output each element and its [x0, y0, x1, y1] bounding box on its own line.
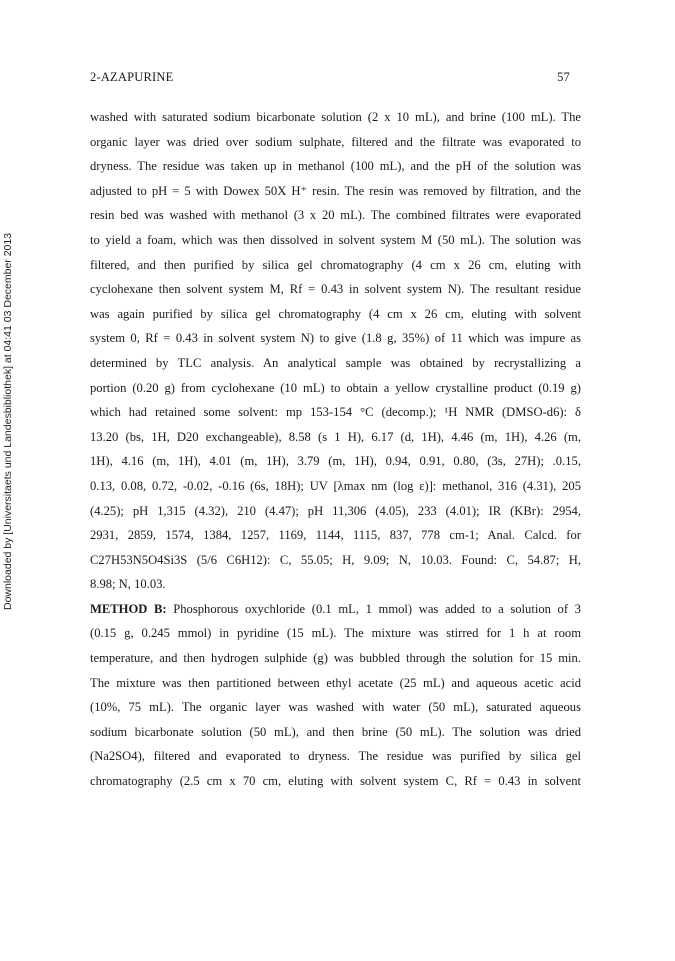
text-line: system 0, Rf = 0.43 in solvent system N) to give (1.8 g, 35%) of 11 which was impure as [90, 331, 581, 346]
text-line-rest: Phosphorous oxychloride (0.1 mL, 1 mmol) was added to a solution of 3 [173, 601, 581, 616]
text-line: organic layer was dried over sodium sulphate, filtered and the filtrate was evaporated to [90, 134, 581, 149]
page-number: 57 [557, 70, 570, 84]
body-text [90, 105, 581, 794]
text-line: was again purified by silica gel chromatography (4 cm x 26 cm, eluting with solvent [90, 306, 581, 321]
text-line: determined by TLC analysis. An analytical sample was obtained by recrystallizing a [90, 355, 581, 370]
text-line: 1H), 4.16 (m, 1H), 4.01 (m, 1H), 3.79 (m, 1H), 0.94, 0.91, 0.80, (3s, 27H); .0.15, [90, 454, 581, 469]
text-line: which had retained some solvent: mp 153-154 °C (decomp.); ¹H NMR (DMSO-d6): δ [90, 405, 581, 420]
text-line: 0.13, 0.08, 0.72, -0.02, -0.16 (6s, 18H); UV [λmax nm (log ε)]: methanol, 316 (4.31), 205 [90, 478, 581, 493]
text-line: dryness. The residue was taken up in methanol (100 mL), and the pH of the solution was [90, 159, 581, 174]
text-line: temperature, and then hydrogen sulphide (g) was bubbled through the solution for 15 min. [90, 651, 581, 666]
text-line: (4.25); pH 1,315 (4.32), 210 (4.47); pH 11,306 (4.05), 233 (4.01); IR (KBr): 2954, [90, 503, 581, 518]
text-line: portion (0.20 g) from cyclohexane (10 mL) to obtain a yellow crystalline product (0.19 g) [90, 380, 581, 395]
text-line: (10%, 75 mL). The organic layer was washed with water (50 mL), saturated aqueous [90, 700, 581, 715]
paragraph-1 [90, 105, 581, 597]
running-head [90, 70, 570, 90]
text-line: to yield a foam, which was then dissolved in solvent system M (50 mL). The solution was [90, 232, 581, 247]
text-line: filtered, and then purified by silica gel chromatography (4 cm x 26 cm, eluting with [90, 257, 581, 272]
text-line: resin bed was washed with methanol (3 x 20 mL). The combined filtrates were evaporated [90, 208, 581, 223]
text-line: adjusted to pH = 5 with Dowex 50X H⁺ resin. The resin was removed by filtration, and the [90, 183, 581, 198]
download-watermark: Downloaded by [Universitaets und Landesbibliothek] at 04:41 03 December 2013 [2, 232, 14, 610]
text-line: 13.20 (bs, 1H, D20 exchangeable), 8.58 (s 1 H), 6.17 (d, 1H), 4.46 (m, 1H), 4.26 (m, [90, 429, 581, 444]
text-line: The mixture was then partitioned between ethyl acetate (25 mL) and aqueous acetic acid [90, 675, 581, 690]
text-line: sodium bicarbonate solution (50 mL), and then brine (50 mL). The solution was dried [90, 724, 581, 739]
text-line: cyclohexane then solvent system M, Rf = 0.43 in solvent system N). The resultant residue [90, 282, 581, 297]
text-line [90, 597, 581, 622]
text-line: washed with saturated sodium bicarbonate solution (2 x 10 mL), and brine (100 mL). The [90, 110, 581, 124]
running-title: 2-AZAPURINE [90, 70, 174, 84]
text-line: (Na2SO4), filtered and evaporated to dryness. The residue was purified by silica gel [90, 749, 581, 764]
text-line: C27H53N5O4Si3S (5/6 C6H12): C, 55.05; H, 9.09; N, 10.03. Found: C, 54.87; H, [90, 552, 581, 567]
text-line: 2931, 2859, 1574, 1384, 1257, 1169, 1144, 1115, 837, 778 cm-1; Anal. Calcd. for [90, 528, 581, 543]
text-line: (0.15 g, 0.245 mmol) in pyridine (15 mL). The mixture was stirred for 1 h at room [90, 626, 581, 641]
paragraph-2 [90, 597, 581, 794]
text-line: chromatography (2.5 cm x 70 cm, eluting with solvent system C, Rf = 0.43 in solvent [90, 774, 581, 789]
text-line: 8.98; N, 10.03. [90, 577, 166, 592]
method-heading: METHOD B: [90, 601, 167, 616]
